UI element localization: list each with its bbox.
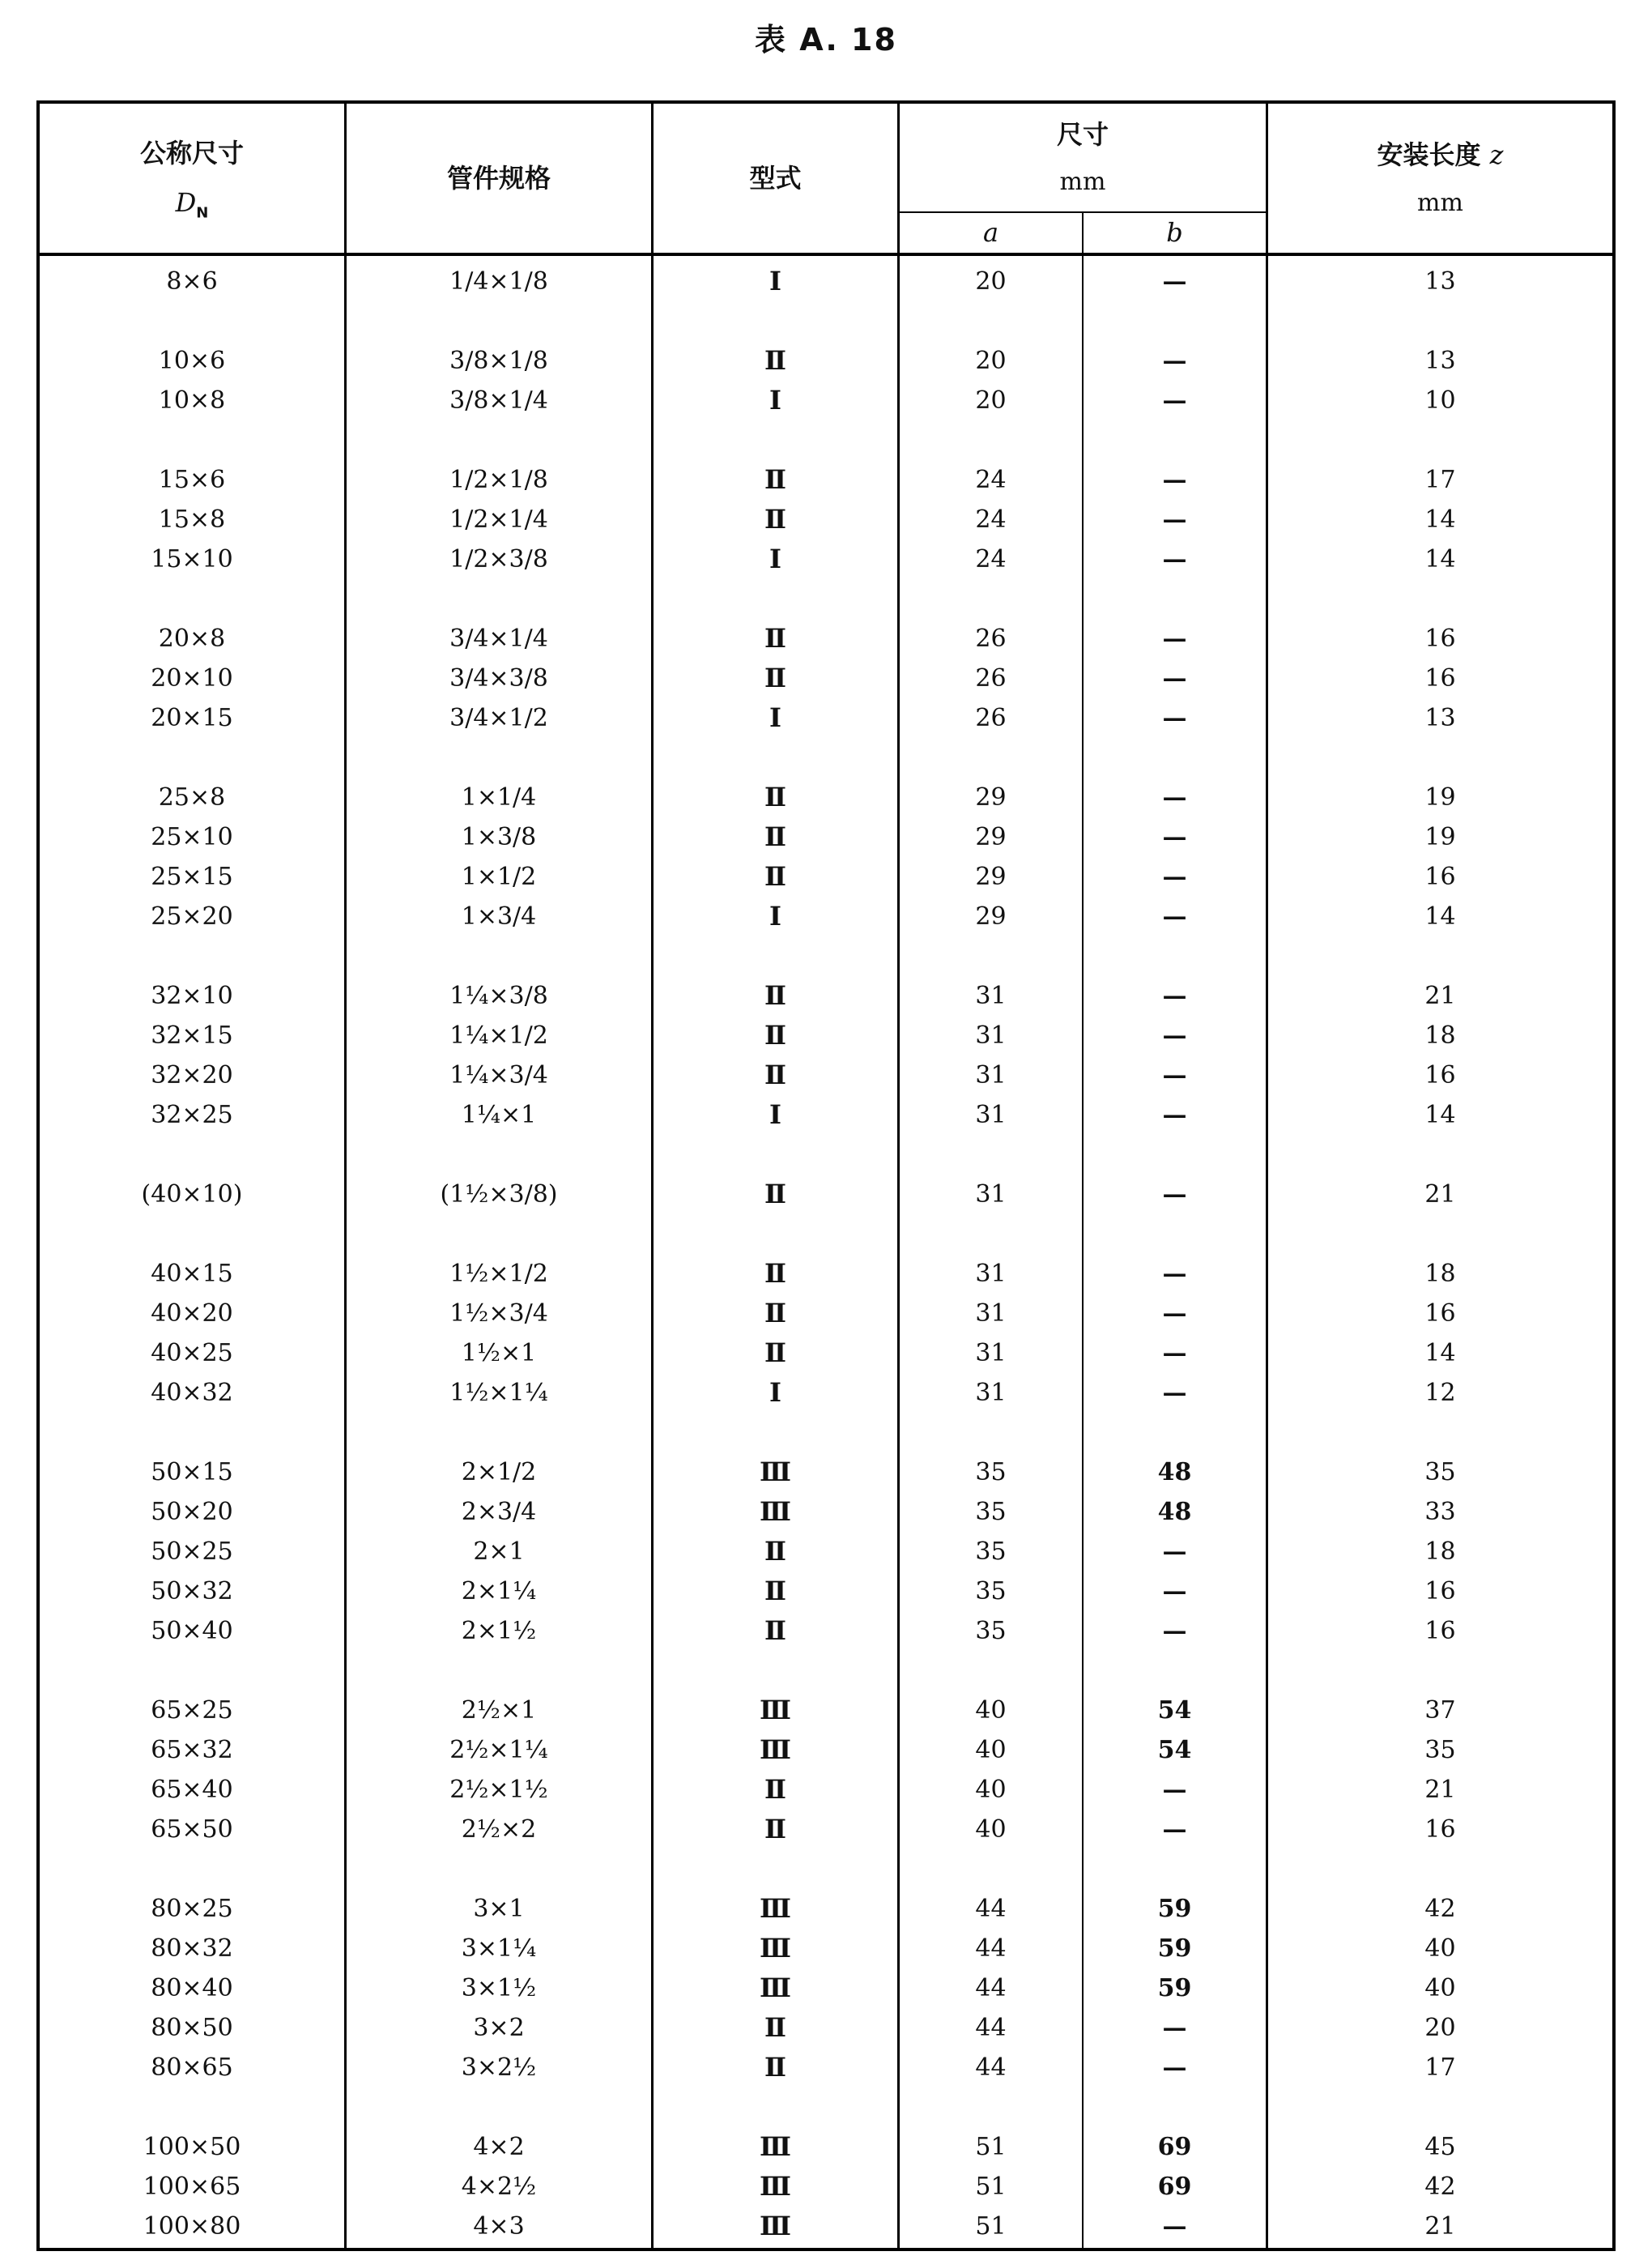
table-row bbox=[40, 1770, 1612, 1810]
cell-dim-a: 29 bbox=[975, 823, 1007, 851]
cell-nominal-size: 32×25 bbox=[151, 1101, 233, 1129]
cell-install-length: 18 bbox=[1424, 1260, 1456, 1288]
cell-type: Ⅱ bbox=[764, 464, 786, 495]
table-row bbox=[40, 1095, 1612, 1135]
header-col-b-label: b bbox=[1166, 217, 1183, 249]
cell-dim-b: 69 bbox=[1157, 2133, 1192, 2161]
table-row bbox=[40, 1929, 1612, 1968]
cell-type: Ⅱ bbox=[764, 1060, 786, 1090]
cell-type: Ⅱ bbox=[764, 980, 786, 1011]
table-row bbox=[40, 1968, 1612, 2008]
cell-fitting-spec: 4×3 bbox=[473, 2212, 525, 2241]
cell-dim-b: — bbox=[1162, 267, 1187, 296]
cell-fitting-spec: 4×2½ bbox=[461, 2173, 537, 2201]
cell-fitting-spec: 3×1¼ bbox=[461, 1934, 537, 1963]
cell-type: Ⅲ bbox=[760, 1456, 791, 1487]
cell-dim-a: 35 bbox=[975, 1577, 1007, 1605]
cell-dim-b: — bbox=[1162, 466, 1187, 494]
cell-dim-b: 48 bbox=[1157, 1498, 1192, 1526]
cell-fitting-spec: 1×3/8 bbox=[461, 823, 537, 851]
cell-dim-a: 20 bbox=[975, 347, 1007, 375]
cell-dim-a: 35 bbox=[975, 1617, 1007, 1645]
cell-dim-a: 31 bbox=[975, 982, 1007, 1010]
cell-dim-b: 54 bbox=[1157, 1736, 1192, 1764]
cell-type: Ⅱ bbox=[764, 504, 786, 535]
cell-nominal-size: 50×32 bbox=[151, 1577, 233, 1605]
cell-install-length: 35 bbox=[1424, 1458, 1456, 1486]
header-dimensions-label: 尺寸 bbox=[1056, 118, 1109, 150]
cell-dim-b: — bbox=[1162, 505, 1187, 534]
cell-dim-b: — bbox=[1162, 1299, 1187, 1328]
cell-nominal-size: 20×10 bbox=[151, 664, 233, 693]
cell-type: Ⅱ bbox=[764, 663, 786, 693]
cell-dim-a: 35 bbox=[975, 1498, 1007, 1526]
cell-install-length: 12 bbox=[1424, 1379, 1456, 1407]
cell-install-length: 19 bbox=[1424, 823, 1456, 851]
cell-dim-b: — bbox=[1162, 1021, 1187, 1050]
cell-fitting-spec: 3×1½ bbox=[461, 1974, 537, 2002]
cell-fitting-spec: 2×3/4 bbox=[461, 1498, 537, 1526]
cell-nominal-size: 15×10 bbox=[151, 545, 233, 574]
table-row bbox=[40, 1175, 1612, 1214]
cell-nominal-size: 65×40 bbox=[151, 1776, 233, 1804]
table-row bbox=[40, 2127, 1612, 2167]
cell-dim-a: 29 bbox=[975, 783, 1007, 812]
cell-dim-a: 26 bbox=[975, 664, 1007, 693]
cell-type: Ⅲ bbox=[760, 1496, 791, 1527]
cell-install-length: 14 bbox=[1424, 1339, 1456, 1367]
cell-dim-a: 31 bbox=[975, 1180, 1007, 1209]
cell-install-length: 16 bbox=[1424, 625, 1456, 653]
cell-dim-b: — bbox=[1162, 823, 1187, 851]
cell-install-length: 16 bbox=[1424, 1577, 1456, 1605]
cell-type: Ⅰ bbox=[769, 1377, 781, 1408]
cell-install-length: 14 bbox=[1424, 1101, 1456, 1129]
cell-type: Ⅲ bbox=[760, 1972, 791, 2003]
cell-nominal-size: 100×80 bbox=[143, 2212, 241, 2241]
table-row bbox=[40, 381, 1612, 420]
cell-dim-a: 31 bbox=[975, 1339, 1007, 1367]
cell-dim-b: — bbox=[1162, 1379, 1187, 1407]
table-row bbox=[40, 1373, 1612, 1413]
cell-nominal-size: 15×6 bbox=[158, 466, 226, 494]
cell-install-length: 13 bbox=[1424, 704, 1456, 732]
cell-fitting-spec: 2×1¼ bbox=[461, 1577, 537, 1605]
cell-install-length: 10 bbox=[1424, 386, 1456, 415]
cell-install-length: 45 bbox=[1424, 2133, 1456, 2161]
cell-dim-a: 40 bbox=[975, 1815, 1007, 1844]
cell-nominal-size: 25×20 bbox=[151, 902, 233, 931]
cell-fitting-spec: 1¼×1/2 bbox=[449, 1021, 548, 1050]
header-install-length-unit: mm bbox=[1417, 188, 1463, 217]
cell-install-length: 21 bbox=[1424, 982, 1456, 1010]
header-install-length-label: 安装长度 z bbox=[1377, 139, 1504, 171]
cell-dim-a: 35 bbox=[975, 1537, 1007, 1566]
cell-dim-b: — bbox=[1162, 902, 1187, 931]
cell-type: Ⅰ bbox=[769, 385, 781, 416]
cell-install-length: 16 bbox=[1424, 1815, 1456, 1844]
cell-dim-a: 51 bbox=[975, 2212, 1007, 2241]
header-bottom-rule bbox=[40, 253, 1612, 256]
cell-nominal-size: 50×15 bbox=[151, 1458, 233, 1486]
cell-nominal-size: 25×15 bbox=[151, 863, 233, 891]
cell-type: Ⅲ bbox=[760, 2211, 791, 2241]
header-col-a bbox=[900, 213, 1082, 253]
cell-nominal-size: 80×50 bbox=[151, 2014, 233, 2042]
cell-type: Ⅱ bbox=[764, 2052, 786, 2083]
cell-nominal-size: 8×6 bbox=[166, 267, 218, 296]
cell-type: Ⅰ bbox=[769, 702, 781, 733]
cell-type: Ⅱ bbox=[764, 1337, 786, 1368]
cell-type: Ⅱ bbox=[764, 1020, 786, 1051]
table-row bbox=[40, 539, 1612, 579]
cell-type: Ⅲ bbox=[760, 1734, 791, 1765]
table-row bbox=[40, 1294, 1612, 1333]
table-row bbox=[40, 1532, 1612, 1571]
cell-dim-a: 24 bbox=[975, 505, 1007, 534]
cell-nominal-size: 100×65 bbox=[143, 2173, 241, 2201]
cell-type: Ⅱ bbox=[764, 1179, 786, 1209]
cell-type: Ⅰ bbox=[769, 1099, 781, 1130]
table-row bbox=[40, 2008, 1612, 2048]
cell-dim-a: 31 bbox=[975, 1021, 1007, 1050]
cell-nominal-size: 40×25 bbox=[151, 1339, 233, 1367]
cell-dim-b: 69 bbox=[1157, 2173, 1192, 2201]
cell-dim-a: 31 bbox=[975, 1260, 1007, 1288]
cell-install-length: 40 bbox=[1424, 1934, 1456, 1963]
cell-nominal-size: 50×25 bbox=[151, 1537, 233, 1566]
cell-dim-a: 44 bbox=[975, 1974, 1007, 2002]
cell-dim-b: — bbox=[1162, 1815, 1187, 1844]
table-row bbox=[40, 2167, 1612, 2207]
cell-install-length: 16 bbox=[1424, 664, 1456, 693]
cell-nominal-size: 25×8 bbox=[158, 783, 226, 812]
cell-dim-b: — bbox=[1162, 664, 1187, 693]
cell-dim-b: — bbox=[1162, 863, 1187, 891]
cell-nominal-size: 65×50 bbox=[151, 1815, 233, 1844]
cell-dim-b: 59 bbox=[1157, 1934, 1192, 1963]
cell-nominal-size: (40×10) bbox=[141, 1180, 243, 1209]
cell-fitting-spec: 1¼×3/8 bbox=[449, 982, 548, 1010]
cell-dim-a: 24 bbox=[975, 545, 1007, 574]
cell-dim-b: — bbox=[1162, 704, 1187, 732]
cell-type: Ⅲ bbox=[760, 1695, 791, 1725]
cell-dim-a: 44 bbox=[975, 2014, 1007, 2042]
header-col-a-label: a bbox=[982, 217, 999, 249]
cell-nominal-size: 20×15 bbox=[151, 704, 233, 732]
cell-fitting-spec: 3/8×1/8 bbox=[449, 347, 548, 375]
cell-fitting-spec: 2×1 bbox=[473, 1537, 525, 1566]
table-row bbox=[40, 1889, 1612, 1929]
header-col-b bbox=[1084, 213, 1266, 253]
header-type-label: 型式 bbox=[749, 162, 802, 194]
cell-dim-a: 31 bbox=[975, 1061, 1007, 1089]
cell-dim-a: 26 bbox=[975, 704, 1007, 732]
cell-dim-a: 29 bbox=[975, 902, 1007, 931]
cell-dim-b: — bbox=[1162, 1339, 1187, 1367]
cell-fitting-spec: 1/2×3/8 bbox=[449, 545, 548, 574]
table-row bbox=[40, 857, 1612, 897]
cell-install-length: 33 bbox=[1424, 1498, 1456, 1526]
cell-nominal-size: 10×6 bbox=[158, 347, 226, 375]
cell-dim-b: 54 bbox=[1157, 1696, 1192, 1725]
cell-type: Ⅱ bbox=[764, 861, 786, 892]
cell-dim-b: — bbox=[1162, 1061, 1187, 1089]
cell-dim-b: — bbox=[1162, 1617, 1187, 1645]
cell-install-length: 19 bbox=[1424, 783, 1456, 812]
cell-dim-b: — bbox=[1162, 1180, 1187, 1209]
table-row bbox=[40, 1730, 1612, 1770]
cell-install-length: 18 bbox=[1424, 1537, 1456, 1566]
cell-type: Ⅱ bbox=[764, 1615, 786, 1646]
cell-dim-a: 44 bbox=[975, 1934, 1007, 1963]
cell-dim-a: 51 bbox=[975, 2173, 1007, 2201]
cell-dim-b: — bbox=[1162, 1101, 1187, 1129]
cell-install-length: 40 bbox=[1424, 1974, 1456, 2002]
cell-fitting-spec: (1½×3/8) bbox=[440, 1180, 558, 1209]
table-row bbox=[40, 460, 1612, 500]
table-row bbox=[40, 897, 1612, 936]
cell-nominal-size: 15×8 bbox=[158, 505, 226, 534]
cell-type: Ⅱ bbox=[764, 1536, 786, 1567]
cell-dim-a: 40 bbox=[975, 1696, 1007, 1725]
cell-type: Ⅰ bbox=[769, 901, 781, 932]
cell-nominal-size: 80×65 bbox=[151, 2053, 233, 2082]
cell-dim-a: 20 bbox=[975, 267, 1007, 296]
cell-dim-a: 31 bbox=[975, 1101, 1007, 1129]
cell-dim-b: — bbox=[1162, 2014, 1187, 2042]
cell-install-length: 13 bbox=[1424, 267, 1456, 296]
cell-type: Ⅱ bbox=[764, 1576, 786, 1606]
table-row bbox=[40, 619, 1612, 659]
cell-fitting-spec: 2½×1½ bbox=[449, 1776, 548, 1804]
table-row bbox=[40, 698, 1612, 738]
cell-dim-b: — bbox=[1162, 347, 1187, 375]
table-row bbox=[40, 1810, 1612, 1849]
cell-install-length: 14 bbox=[1424, 545, 1456, 574]
cell-fitting-spec: 2×1½ bbox=[461, 1617, 537, 1645]
cell-nominal-size: 80×32 bbox=[151, 1934, 233, 1963]
cell-type: Ⅲ bbox=[760, 1933, 791, 1964]
cell-install-length: 18 bbox=[1424, 1021, 1456, 1050]
table-row bbox=[40, 659, 1612, 698]
cell-dim-a: 31 bbox=[975, 1379, 1007, 1407]
cell-fitting-spec: 3/8×1/4 bbox=[449, 386, 548, 415]
cell-install-length: 35 bbox=[1424, 1736, 1456, 1764]
cell-fitting-spec: 3×2½ bbox=[461, 2053, 537, 2082]
cell-fitting-spec: 2½×1 bbox=[461, 1696, 537, 1725]
table-row bbox=[40, 1016, 1612, 1055]
cell-install-length: 21 bbox=[1424, 1776, 1456, 1804]
cell-dim-b: 59 bbox=[1157, 1895, 1192, 1923]
cell-fitting-spec: 2½×1¼ bbox=[449, 1736, 548, 1764]
cell-nominal-size: 80×25 bbox=[151, 1895, 233, 1923]
cell-fitting-spec: 1×1/2 bbox=[461, 863, 537, 891]
cell-dim-b: 59 bbox=[1157, 1974, 1192, 2002]
cell-nominal-size: 100×50 bbox=[143, 2133, 241, 2161]
cell-nominal-size: 25×10 bbox=[151, 823, 233, 851]
cell-fitting-spec: 1½×3/4 bbox=[449, 1299, 548, 1328]
table-row bbox=[40, 1691, 1612, 1730]
cell-type: Ⅱ bbox=[764, 2012, 786, 2043]
cell-install-length: 17 bbox=[1424, 2053, 1456, 2082]
cell-dim-b: — bbox=[1162, 2212, 1187, 2241]
table-row bbox=[40, 1611, 1612, 1651]
cell-dim-a: 20 bbox=[975, 386, 1007, 415]
cell-type: Ⅱ bbox=[764, 1774, 786, 1805]
header-install-length bbox=[1268, 104, 1612, 253]
cell-dim-b: — bbox=[1162, 1577, 1187, 1605]
cell-dim-b: — bbox=[1162, 625, 1187, 653]
cell-fitting-spec: 3/4×1/2 bbox=[449, 704, 548, 732]
cell-type: Ⅱ bbox=[764, 1814, 786, 1844]
cell-dim-a: 31 bbox=[975, 1299, 1007, 1328]
header-dimensions bbox=[900, 104, 1266, 211]
cell-nominal-size: 32×15 bbox=[151, 1021, 233, 1050]
cell-install-length: 13 bbox=[1424, 347, 1456, 375]
cell-dim-b: — bbox=[1162, 982, 1187, 1010]
table-row bbox=[40, 1333, 1612, 1373]
cell-dim-a: 44 bbox=[975, 1895, 1007, 1923]
cell-nominal-size: 50×20 bbox=[151, 1498, 233, 1526]
cell-fitting-spec: 3×2 bbox=[473, 2014, 525, 2042]
cell-install-length: 16 bbox=[1424, 863, 1456, 891]
cell-dim-a: 40 bbox=[975, 1776, 1007, 1804]
cell-install-length: 14 bbox=[1424, 902, 1456, 931]
table-row bbox=[40, 976, 1612, 1016]
dimension-table bbox=[36, 100, 1616, 2251]
cell-install-length: 14 bbox=[1424, 505, 1456, 534]
cell-nominal-size: 65×25 bbox=[151, 1696, 233, 1725]
header-type bbox=[654, 104, 897, 253]
cell-install-length: 42 bbox=[1424, 2173, 1456, 2201]
cell-fitting-spec: 1¼×1 bbox=[461, 1101, 537, 1129]
cell-fitting-spec: 2×1/2 bbox=[461, 1458, 537, 1486]
cell-type: Ⅲ bbox=[760, 2131, 791, 2162]
cell-dim-a: 29 bbox=[975, 863, 1007, 891]
cell-dim-a: 26 bbox=[975, 625, 1007, 653]
header-dimensions-unit: mm bbox=[1059, 168, 1106, 197]
cell-fitting-spec: 1½×1 bbox=[461, 1339, 537, 1367]
table-row bbox=[40, 2207, 1612, 2246]
cell-dim-b: — bbox=[1162, 386, 1187, 415]
cell-fitting-spec: 1/2×1/4 bbox=[449, 505, 548, 534]
cell-dim-b: — bbox=[1162, 1537, 1187, 1566]
cell-dim-a: 24 bbox=[975, 466, 1007, 494]
cell-dim-b: 48 bbox=[1157, 1458, 1192, 1486]
cell-fitting-spec: 3/4×3/8 bbox=[449, 664, 548, 693]
cell-type: Ⅱ bbox=[764, 345, 786, 376]
cell-type: Ⅱ bbox=[764, 782, 786, 812]
cell-dim-b: — bbox=[1162, 783, 1187, 812]
table-row bbox=[40, 2048, 1612, 2087]
cell-dim-a: 44 bbox=[975, 2053, 1007, 2082]
cell-nominal-size: 10×8 bbox=[158, 386, 226, 415]
cell-nominal-size: 32×10 bbox=[151, 982, 233, 1010]
cell-nominal-size: 40×15 bbox=[151, 1260, 233, 1288]
cell-fitting-spec: 1½×1¼ bbox=[449, 1379, 548, 1407]
cell-type: Ⅰ bbox=[769, 266, 781, 296]
cell-type: Ⅱ bbox=[764, 1258, 786, 1289]
cell-dim-b: — bbox=[1162, 1776, 1187, 1804]
table-row bbox=[40, 1571, 1612, 1611]
cell-dim-a: 51 bbox=[975, 2133, 1007, 2161]
cell-install-length: 21 bbox=[1424, 1180, 1456, 1209]
table-row bbox=[40, 1492, 1612, 1532]
cell-nominal-size: 80×40 bbox=[151, 1974, 233, 2002]
cell-nominal-size: 20×8 bbox=[158, 625, 226, 653]
table-row bbox=[40, 1254, 1612, 1294]
header-fitting-spec bbox=[347, 104, 651, 253]
cell-type: Ⅰ bbox=[769, 544, 781, 574]
cell-fitting-spec: 1×3/4 bbox=[461, 902, 537, 931]
header-fitting-spec-label: 管件规格 bbox=[446, 162, 551, 194]
cell-fitting-spec: 1/4×1/8 bbox=[449, 267, 548, 296]
cell-install-length: 21 bbox=[1424, 2212, 1456, 2241]
cell-dim-b: — bbox=[1162, 545, 1187, 574]
cell-fitting-spec: 2½×2 bbox=[461, 1815, 537, 1844]
cell-nominal-size: 50×40 bbox=[151, 1617, 233, 1645]
cell-install-length: 20 bbox=[1424, 2014, 1456, 2042]
header-nominal-size bbox=[40, 104, 344, 253]
cell-type: Ⅲ bbox=[760, 2171, 791, 2202]
cell-dim-b: — bbox=[1162, 2053, 1187, 2082]
cell-fitting-spec: 4×2 bbox=[473, 2133, 525, 2161]
table-row bbox=[40, 341, 1612, 381]
cell-dim-a: 40 bbox=[975, 1736, 1007, 1764]
header-nominal-size-symbol: $D_N$ bbox=[175, 187, 209, 222]
cell-nominal-size: 65×32 bbox=[151, 1736, 233, 1764]
cell-fitting-spec: 3×1 bbox=[473, 1895, 525, 1923]
cell-install-length: 17 bbox=[1424, 466, 1456, 494]
cell-type: Ⅲ bbox=[760, 1893, 791, 1924]
cell-type: Ⅱ bbox=[764, 821, 786, 852]
table-row bbox=[40, 1055, 1612, 1095]
header-nominal-size-label: 公称尺寸 bbox=[139, 138, 244, 169]
table-row bbox=[40, 262, 1612, 301]
cell-nominal-size: 40×32 bbox=[151, 1379, 233, 1407]
cell-fitting-spec: 1×1/4 bbox=[461, 783, 537, 812]
cell-type: Ⅱ bbox=[764, 623, 786, 654]
table-row bbox=[40, 500, 1612, 539]
cell-type: Ⅱ bbox=[764, 1298, 786, 1328]
cell-nominal-size: 40×20 bbox=[151, 1299, 233, 1328]
cell-install-length: 16 bbox=[1424, 1299, 1456, 1328]
cell-install-length: 42 bbox=[1424, 1895, 1456, 1923]
cell-fitting-spec: 1¼×3/4 bbox=[449, 1061, 548, 1089]
cell-fitting-spec: 3/4×1/4 bbox=[449, 625, 548, 653]
table-row bbox=[40, 1452, 1612, 1492]
table-row bbox=[40, 817, 1612, 857]
table-caption: 表 A. 18 bbox=[755, 22, 897, 58]
cell-nominal-size: 32×20 bbox=[151, 1061, 233, 1089]
cell-dim-a: 35 bbox=[975, 1458, 1007, 1486]
cell-install-length: 16 bbox=[1424, 1061, 1456, 1089]
table-row bbox=[40, 778, 1612, 817]
cell-fitting-spec: 1/2×1/8 bbox=[449, 466, 548, 494]
cell-install-length: 16 bbox=[1424, 1617, 1456, 1645]
cell-fitting-spec: 1½×1/2 bbox=[449, 1260, 548, 1288]
cell-install-length: 37 bbox=[1424, 1696, 1456, 1725]
cell-dim-b: — bbox=[1162, 1260, 1187, 1288]
